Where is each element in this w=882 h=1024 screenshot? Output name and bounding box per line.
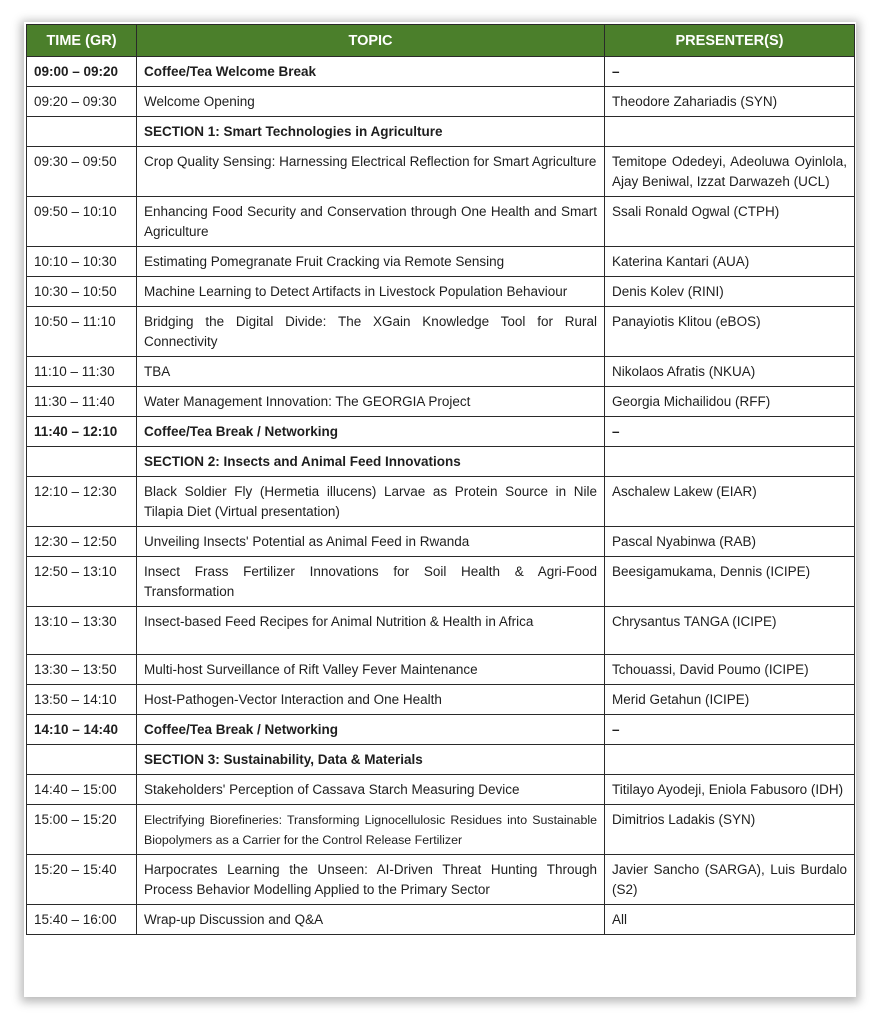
topic-cell: Stakeholders' Perception of Cassava Starch Measuring Device xyxy=(137,775,605,805)
topic-cell: Wrap-up Discussion and Q&A xyxy=(137,905,605,935)
table-row xyxy=(27,655,855,685)
table-row xyxy=(27,557,855,607)
time-cell: 09:30 – 09:50 xyxy=(27,147,137,197)
topic-cell: Enhancing Food Security and Conservation through One Health and Smart Agriculture xyxy=(137,197,605,247)
table-row xyxy=(27,477,855,527)
presenter-cell: Georgia Michailidou (RFF) xyxy=(605,387,855,417)
topic-cell: Multi-host Surveillance of Rift Valley Fever Maintenance xyxy=(137,655,605,685)
topic-cell: Estimating Pomegranate Fruit Cracking via Remote Sensing xyxy=(137,247,605,277)
presenter-cell: Ssali Ronald Ogwal (CTPH) xyxy=(605,197,855,247)
time-cell: 12:50 – 13:10 xyxy=(27,557,137,607)
table-row xyxy=(27,607,855,655)
topic-cell: Insect Frass Fertilizer Innovations for Soil Health & Agri-Food Transformation xyxy=(137,557,605,607)
presenter-cell: – xyxy=(605,715,855,745)
topic-cell: Bridging the Digital Divide: The XGain Knowledge Tool for Rural Connectivity xyxy=(137,307,605,357)
header-presenter: PRESENTER(S) xyxy=(605,25,855,57)
time-cell: 10:50 – 11:10 xyxy=(27,307,137,357)
time-cell: 15:00 – 15:20 xyxy=(27,805,137,855)
time-cell xyxy=(27,745,137,775)
presenter-cell xyxy=(605,745,855,775)
time-cell: 11:10 – 11:30 xyxy=(27,357,137,387)
table-row xyxy=(27,715,855,745)
topic-cell: SECTION 1: Smart Technologies in Agriculture xyxy=(137,117,605,147)
section-row xyxy=(27,117,855,147)
table-row xyxy=(27,277,855,307)
table-row xyxy=(27,197,855,247)
presenter-cell: Dimitrios Ladakis (SYN) xyxy=(605,805,855,855)
schedule-body xyxy=(27,57,855,935)
presenter-cell: Beesigamukama, Dennis (ICIPE) xyxy=(605,557,855,607)
presenter-cell: Nikolaos Afratis (NKUA) xyxy=(605,357,855,387)
topic-cell: Water Management Innovation: The GEORGIA Project xyxy=(137,387,605,417)
table-row xyxy=(27,775,855,805)
table-row xyxy=(27,57,855,87)
header-topic: TOPIC xyxy=(137,25,605,57)
time-cell: 13:30 – 13:50 xyxy=(27,655,137,685)
presenter-cell: Panayiotis Klitou (eBOS) xyxy=(605,307,855,357)
topic-cell: Harpocrates Learning the Unseen: AI-Driven Threat Hunting Through Process Behavior Modelling Applied to the Primary Sector xyxy=(137,855,605,905)
topic-cell: Welcome Opening xyxy=(137,87,605,117)
topic-cell: Coffee/Tea Break / Networking xyxy=(137,715,605,745)
section-row xyxy=(27,447,855,477)
presenter-cell: Theodore Zahariadis (SYN) xyxy=(605,87,855,117)
time-cell: 15:40 – 16:00 xyxy=(27,905,137,935)
presenter-cell: All xyxy=(605,905,855,935)
table-row xyxy=(27,527,855,557)
presenter-cell: Denis Kolev (RINI) xyxy=(605,277,855,307)
table-row xyxy=(27,387,855,417)
topic-cell: Machine Learning to Detect Artifacts in Livestock Population Behaviour xyxy=(137,277,605,307)
table-row xyxy=(27,855,855,905)
presenter-cell: Javier Sancho (SARGA), Luis Burdalo (S2) xyxy=(605,855,855,905)
presenter-cell xyxy=(605,447,855,477)
header-row xyxy=(27,25,855,57)
topic-cell: SECTION 2: Insects and Animal Feed Innovations xyxy=(137,447,605,477)
presenter-cell: Temitope Odedeyi, Adeoluwa Oyinlola, Ajay Beniwal, Izzat Darwazeh (UCL) xyxy=(605,147,855,197)
time-cell: 14:10 – 14:40 xyxy=(27,715,137,745)
time-cell xyxy=(27,117,137,147)
table-row xyxy=(27,805,855,855)
table-row xyxy=(27,87,855,117)
table-row xyxy=(27,147,855,197)
time-cell: 12:10 – 12:30 xyxy=(27,477,137,527)
presenter-cell: Chrysantus TANGA (ICIPE) xyxy=(605,607,855,655)
topic-cell: TBA xyxy=(137,357,605,387)
time-cell: 09:20 – 09:30 xyxy=(27,87,137,117)
section-row xyxy=(27,745,855,775)
topic-cell: Coffee/Tea Welcome Break xyxy=(137,57,605,87)
time-cell: 13:50 – 14:10 xyxy=(27,685,137,715)
topic-cell: SECTION 3: Sustainability, Data & Materials xyxy=(137,745,605,775)
schedule-table xyxy=(26,24,855,935)
schedule-card xyxy=(24,22,856,997)
presenter-cell: Aschalew Lakew (EIAR) xyxy=(605,477,855,527)
table-row xyxy=(27,247,855,277)
topic-cell: Coffee/Tea Break / Networking xyxy=(137,417,605,447)
topic-cell: Crop Quality Sensing: Harnessing Electrical Reflection for Smart Agriculture xyxy=(137,147,605,197)
table-row xyxy=(27,357,855,387)
header-time: TIME (GR) xyxy=(27,25,137,57)
table-row xyxy=(27,905,855,935)
time-cell: 14:40 – 15:00 xyxy=(27,775,137,805)
time-cell: 15:20 – 15:40 xyxy=(27,855,137,905)
presenter-cell: Titilayo Ayodeji, Eniola Fabusoro (IDH) xyxy=(605,775,855,805)
presenter-cell: Pascal Nyabinwa (RAB) xyxy=(605,527,855,557)
topic-cell: Host-Pathogen-Vector Interaction and One Health xyxy=(137,685,605,715)
time-cell: 11:40 – 12:10 xyxy=(27,417,137,447)
time-cell: 10:10 – 10:30 xyxy=(27,247,137,277)
presenter-cell: – xyxy=(605,57,855,87)
time-cell: 10:30 – 10:50 xyxy=(27,277,137,307)
presenter-cell: – xyxy=(605,417,855,447)
topic-cell: Electrifying Biorefineries: Transforming Lignocellulosic Residues into Sustainable Biopolymers as a Carrier for the Control Release Fertilizer xyxy=(137,805,605,855)
presenter-cell: Katerina Kantari (AUA) xyxy=(605,247,855,277)
presenter-cell: Merid Getahun (ICIPE) xyxy=(605,685,855,715)
time-cell: 11:30 – 11:40 xyxy=(27,387,137,417)
presenter-cell: Tchouassi, David Poumo (ICIPE) xyxy=(605,655,855,685)
table-row xyxy=(27,417,855,447)
time-cell xyxy=(27,447,137,477)
topic-cell: Black Soldier Fly (Hermetia illucens) Larvae as Protein Source in Nile Tilapia Diet (Virtual presentation) xyxy=(137,477,605,527)
time-cell: 09:00 – 09:20 xyxy=(27,57,137,87)
topic-cell: Insect-based Feed Recipes for Animal Nutrition & Health in Africa xyxy=(137,607,605,655)
table-row xyxy=(27,685,855,715)
time-cell: 09:50 – 10:10 xyxy=(27,197,137,247)
presenter-cell xyxy=(605,117,855,147)
time-cell: 12:30 – 12:50 xyxy=(27,527,137,557)
topic-cell: Unveiling Insects' Potential as Animal Feed in Rwanda xyxy=(137,527,605,557)
table-row xyxy=(27,307,855,357)
time-cell: 13:10 – 13:30 xyxy=(27,607,137,655)
